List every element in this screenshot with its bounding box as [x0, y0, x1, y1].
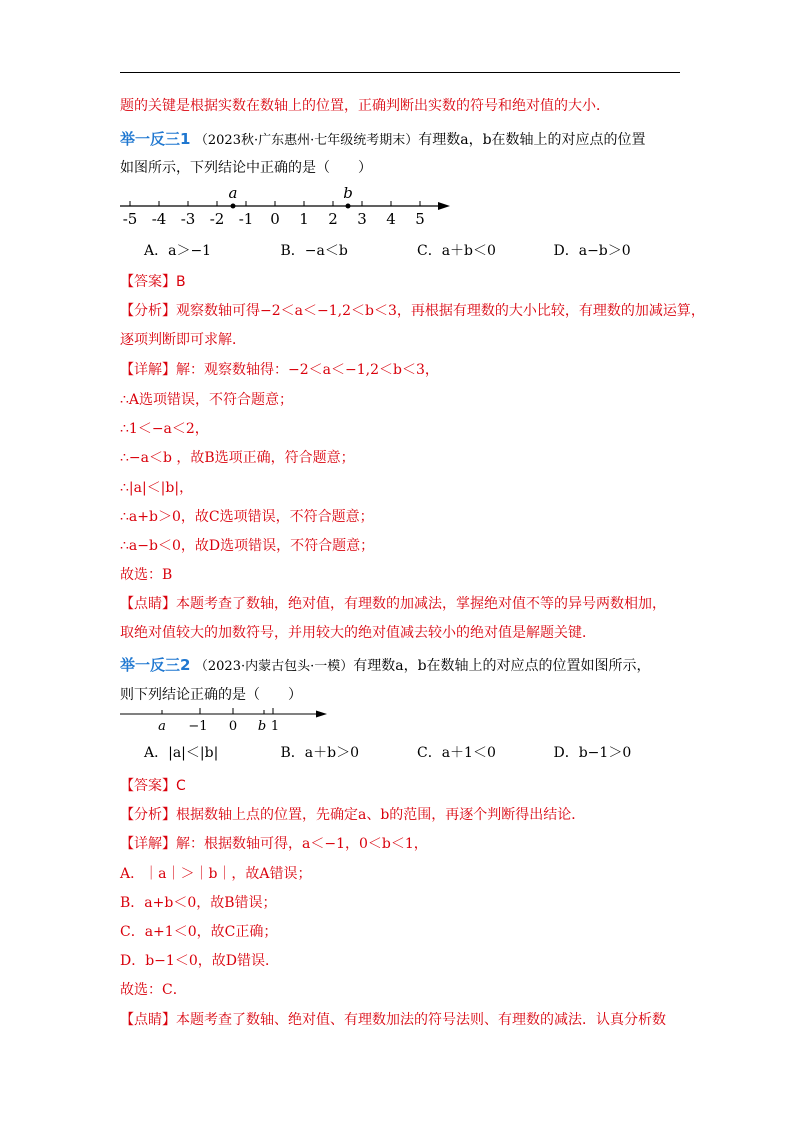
- q1-tick-label: -4: [151, 210, 167, 228]
- q1-tick-label: 2: [328, 210, 338, 228]
- q2-option-d[interactable]: D．b−1＞0: [553, 745, 632, 761]
- header-rule: [120, 72, 680, 73]
- q1-tick-label: 5: [415, 210, 425, 228]
- q2-answer-tag: 【答案】: [120, 778, 176, 794]
- q1-tick-label: -1: [238, 210, 254, 228]
- q2-review: 【点睛】本题考查了数轴、绝对值、有理数加法的符号法则、有理数的减法．认真分析数: [120, 1012, 666, 1028]
- q2-answer: [120, 776, 186, 796]
- q1-tag: 举一反三1: [120, 130, 191, 148]
- q1-analysis-1: 【分析】观察数轴可得−2＜a＜−1,2＜b＜3，再根据有理数的大小比较，有理数的加减运算，: [120, 303, 705, 319]
- q1-detail-line: ∴1＜−a＜2，: [120, 421, 209, 437]
- q1-analysis-2: 逐项判断即可求解．: [120, 332, 246, 348]
- q1-tick-label: 1: [299, 210, 309, 228]
- q1-tick-label: -2: [209, 210, 225, 228]
- q1-axis-arrow: [438, 202, 450, 210]
- q1-answer-value: B: [176, 274, 186, 290]
- q1-options: [120, 241, 690, 261]
- q2-detail-line: C．a+1＜0，故C正确；: [120, 924, 278, 940]
- q2-detail-line: 故选：C．: [120, 982, 187, 998]
- q1-detail-line: ∴−a＜b ，故B选项正确，符合题意；: [120, 450, 355, 466]
- q2-analysis: 【分析】根据数轴上点的位置，先确定a、b的范围，再逐个判断得出结论．: [120, 807, 586, 823]
- q1-detail-line: 故选：B: [120, 567, 173, 583]
- q2-tag: 举一反三2: [120, 656, 191, 674]
- q1-tick-label: 0: [270, 210, 280, 228]
- q1-point-b: [346, 204, 351, 209]
- q2-title: [120, 655, 651, 677]
- q2-option-b[interactable]: B．a＋b＞0: [280, 745, 360, 761]
- q2-analysis-tag: 【分析】: [120, 807, 176, 823]
- q1-detail-line: ∴|a|＜|b|，: [120, 480, 194, 496]
- q2-label-a: a: [158, 719, 166, 734]
- q1-answer: [120, 272, 186, 292]
- q1-detail-line: 【详解】解：观察数轴得：−2＜a＜−1,2＜b＜3，: [120, 362, 439, 378]
- q2-detail-tag: 【详解】: [120, 836, 176, 852]
- q1-option-d[interactable]: D．a−b＞0: [553, 243, 631, 259]
- q1-review-2: 取绝对值较大的加数符号，并用较大的绝对值减去较小的绝对值是解题关键．: [120, 625, 596, 641]
- q1-stem-1: 有理数a，b在数轴上的对应点的位置: [418, 132, 646, 148]
- q2-detail-line: 【详解】解：根据数轴可得，a＜−1，0＜b＜1，: [120, 836, 428, 852]
- q2-label-1: 1: [270, 719, 280, 734]
- q2-detail-line: A．｜a｜＞｜b｜，故A错误；: [120, 866, 312, 882]
- q1-number-line: [120, 182, 460, 230]
- q1-option-c[interactable]: C．a＋b＜0: [417, 243, 496, 259]
- q2-label-0: 0: [228, 719, 238, 734]
- q2-review-tag: 【点睛】: [120, 1012, 176, 1028]
- q2-label-b: b: [257, 719, 267, 734]
- q1-detail-line: ∴A选项错误，不符合题意；: [120, 392, 294, 408]
- q2-options: [120, 743, 690, 763]
- q1-detail-line: ∴a+b＞0，故C选项错误，不符合题意；: [120, 509, 374, 525]
- q2-detail-line: B．a+b＜0，故B错误；: [120, 895, 277, 911]
- q1-title: [120, 129, 646, 151]
- q1-tick-label: -3: [180, 210, 196, 228]
- q1-review-1: 【点睛】本题考查了数轴，绝对值，有理数的加减法，掌握绝对值不等的异号两数相加，: [120, 596, 666, 612]
- q2-axis-arrow: [316, 711, 327, 718]
- q1-detail-line: ∴a−b＜0，故D选项错误，不符合题意；: [120, 538, 375, 554]
- q1-answer-tag: 【答案】: [120, 274, 176, 290]
- q2-label-minus-1: −1: [188, 719, 208, 734]
- q1-point-b-label: b: [343, 184, 353, 202]
- q1-option-b[interactable]: B．−a＜b: [280, 243, 348, 259]
- q2-stem-1: 有理数a，b在数轴上的对应点的位置如图所示，: [353, 658, 651, 674]
- q1-point-a-label: a: [228, 184, 238, 202]
- q1-stem-2: 如图所示，下列结论中正确的是（ ）: [120, 160, 372, 176]
- q2-option-a[interactable]: A．|a|＜|b|: [144, 745, 219, 761]
- top-note: 题的关键是根据实数在数轴上的位置，正确判断出实数的符号和绝对值的大小．: [120, 98, 610, 114]
- q2-stem-2: 则下列结论正确的是（ ）: [120, 687, 302, 703]
- q1-tick-label: 4: [386, 210, 396, 228]
- q2-number-line: [120, 706, 340, 736]
- q1-review-tag: 【点睛】: [120, 596, 176, 612]
- q1-analysis-tag: 【分析】: [120, 303, 176, 319]
- q1-detail-tag: 【详解】: [120, 362, 176, 378]
- q1-point-a: [231, 204, 236, 209]
- q1-option-a[interactable]: A．a＞−1: [144, 243, 212, 259]
- q2-source: （2023·内蒙古包头·一模）: [194, 659, 354, 674]
- q1-tick-label: 3: [357, 210, 367, 228]
- q1-tick-label: -5: [122, 210, 138, 228]
- q2-option-c[interactable]: C．a＋1＜0: [417, 745, 496, 761]
- q2-answer-value: C: [176, 778, 186, 794]
- q2-detail-line: D．b−1＜0，故D错误．: [120, 953, 279, 969]
- q1-source: （2023秋·广东惠州·七年级统考期末）: [194, 133, 419, 148]
